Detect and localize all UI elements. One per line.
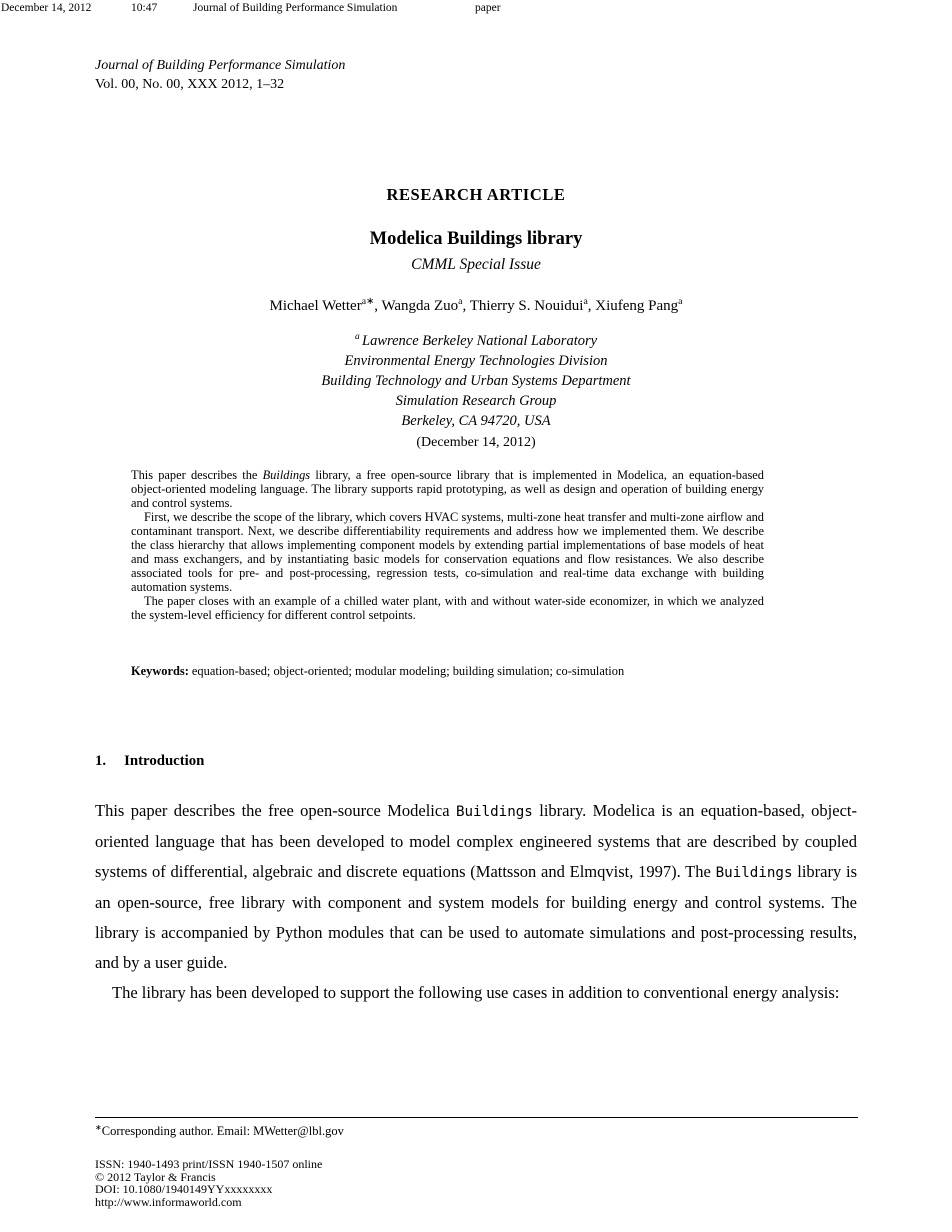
affiliation-line-1: $^a$ Lawrence Berkeley National Laboratory (354, 332, 598, 349)
body-paragraph-2: The library has been developed to support the following use cases in addition to conventional energy analysis: (112, 983, 840, 1002)
abstract-paragraph-3: The paper closes with an example of a chilled water plant, with and without water-side economizer, in which we analyzed the system-level efficiency for different control setpoints. (131, 594, 764, 622)
issn-line: ISSN: 1940-1493 print/ISSN 1940-1507 online (95, 1157, 323, 1171)
footnote-rule (95, 1117, 858, 1118)
submission-date: (December 14, 2012) (416, 435, 536, 450)
article-subtitle: CMML Special Issue (411, 256, 541, 273)
corresponding-author-email[interactable]: MWetter@lbl.gov (253, 1124, 344, 1139)
copyright-line: © 2012 Taylor & Francis (95, 1169, 216, 1184)
running-header-date: December 14, 2012 (1, 2, 92, 14)
section-heading-introduction (95, 753, 204, 770)
section-title: Introduction (124, 753, 205, 769)
keywords-line: Keywords: equation-based; object-oriented; modular modeling; building simulation; co-simulation (131, 664, 625, 678)
corresponding-author-footnote (95, 1122, 858, 1139)
journal-name: Journal of Building Performance Simulation (95, 58, 346, 73)
article-title: Modelica Buildings library (369, 229, 583, 249)
article-type-label: RESEARCH ARTICLE (386, 185, 566, 204)
author-list: Michael Wetter$^{a∗}$, Wangda Zuo$^a$, Thierry S. Nouidui$^a$, Xiufeng Pang$^a$ (269, 296, 683, 314)
abstract (131, 468, 764, 622)
affiliation-line-4: Simulation Research Group (395, 392, 557, 409)
affiliation-block (0, 327, 952, 431)
publisher-footer (95, 1158, 858, 1208)
volume-issue-line: Vol. 00, No. 00, XXX 2012, 1–32 (95, 77, 285, 92)
section-number: 1. (95, 753, 107, 769)
running-header-tag: paper (475, 2, 501, 14)
affiliation-line-2: Environmental Energy Technologies Division (344, 352, 608, 369)
running-header (0, 2, 952, 18)
doi-line: DOI: 10.1080/1940149YYxxxxxxxx (95, 1182, 273, 1197)
abstract-paragraph-2: First, we describe the scope of the library, which covers HVAC systems, multi-zone heat transfer and multi-zone airflow and contaminant transport. Next, we describe differentiability requirements and address how we implemented them. We describe the class hierarchy that allows implementing component models by extending partial implementations of base models of heat and mass exchangers, and by instantiating basic models for conservation equations and flow resistances. We also describe associated tools for pre- and post-processing, regression tests, co-simulation and real-time data exchange with building automation systems. (131, 510, 764, 594)
abstract-paragraph-1: This paper describes the Buildings library, a free open-source library that is implemented in Modelica, an equation-based object-oriented modeling language. The library supports rapid prototyping, as well as design and operation of building energy and control systems. (131, 468, 764, 510)
footnote-marker: ∗ (95, 1123, 102, 1132)
publisher-url[interactable]: http://www.informaworld.com (95, 1194, 242, 1209)
body-paragraph-1: This paper describes the free open-source Modelica Buildings library. Modelica is an equation-based, object-oriented language that has been developed to model complex engineered systems that are described by coupled systems of differential, algebraic and discrete equations (Mattsson and Elmqvist, 1997). The Buildings library is an open-source, free library with component and system models for building energy and control systems. The library is accompanied by Python modules that can be used to automate simulations and post-processing results, and by a user guide. (95, 801, 857, 972)
masthead (95, 56, 345, 94)
body-text (95, 796, 857, 1008)
affiliation-line-5: Berkeley, CA 94720, USA (401, 412, 551, 429)
footnote-text: Corresponding author. Email: (101, 1124, 254, 1139)
affiliation-line-3: Building Technology and Urban Systems Department (321, 372, 631, 389)
running-header-journal: Journal of Building Performance Simulation (193, 2, 398, 14)
running-header-time: 10:47 (131, 2, 158, 14)
